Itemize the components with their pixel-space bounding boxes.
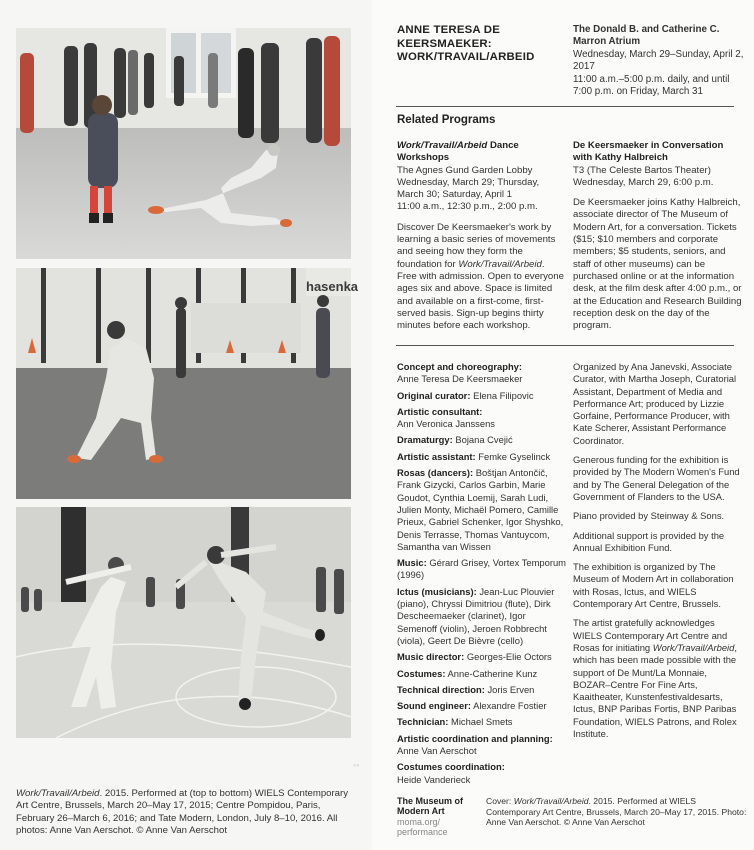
support-paragraph: The exhibition is organized by The Museum of Modern Art in collaboration with Rosas, Ictus, and WIELS Contemporary Art Centre, Brussels. — [573, 561, 734, 610]
credit-label: Dramaturgy: — [397, 434, 453, 446]
workshops-body — [397, 222, 565, 333]
credit-item — [397, 684, 567, 696]
workshops-title — [397, 140, 519, 163]
credit-label: Costumes: — [397, 667, 446, 679]
logo-line-2: Modern Art — [397, 806, 445, 817]
credit-item — [397, 434, 567, 446]
credit-item — [397, 361, 567, 386]
credit-item — [397, 733, 567, 758]
photo-pompidou — [16, 268, 359, 499]
support-list — [573, 361, 745, 610]
workshops-place: The Agnes Gund Garden Lobby — [397, 164, 533, 176]
acknowledgement — [573, 617, 745, 740]
page-mark: ◦◦ — [353, 760, 360, 770]
credit-value: Femke Gyselinck — [478, 450, 551, 462]
credit-value: Anne-Catherine Kunz — [447, 667, 538, 679]
related-programs-heading: Related Programs — [397, 114, 496, 126]
credit-item — [397, 651, 567, 663]
photo-wiels — [16, 28, 351, 259]
cover-italic: Work/Travail/Arbeid — [513, 796, 589, 806]
credit-label: Artistic assistant: — [397, 450, 476, 462]
credit-value: Ann Veronica Janssens — [397, 418, 495, 430]
credit-label: Music director: — [397, 651, 465, 663]
credit-value: Jean-Luc Plouvier (piano), Chryssi Dimitriou (flute), Dirk Descheemaeker (clarinet), Igor Semenoff (violin), Jeroen Robbrecht (viola), Geert De Bièvre (cello) — [397, 585, 555, 646]
workshops-body-b: . Free with admission. Open to everyone ages six and above. Space is limited and available on a first-come, first-served basis. Sign-up begins thirty minutes before each workshop. — [397, 258, 564, 332]
caption-text: . 2015. Performed at (top to bottom) WIELS Contemporary Art Centre, Brussels, March 20–May 17, 2015; Centre Pompidou, Paris, February 26–March 6, 2016; and Tate Modern, London, July 8–10, 2016. All photos: Anne Van Aerschot. © Anne Van Aerschot — [16, 788, 349, 837]
photo-pompidou-drawing — [16, 268, 359, 499]
conversation-date: Wednesday, March 29, 6:00 p.m. — [573, 176, 714, 188]
credit-value: Michael Smets — [451, 716, 513, 728]
credit-label: Sound engineer: — [397, 700, 471, 712]
support-paragraph: Additional support is provided by the Annual Exhibition Fund. — [573, 529, 725, 553]
credit-label: Technician: — [397, 716, 449, 728]
credit-value: Heide Vanderieck — [397, 773, 471, 785]
credit-item — [397, 467, 567, 553]
moma-logo — [397, 796, 477, 838]
credit-item — [397, 451, 567, 463]
credit-label: Costumes coordination: — [397, 761, 505, 773]
credit-value: Anne Teresa De Keersmaeker — [397, 373, 523, 385]
ack-italic: Work/Travail/Arbeid — [652, 641, 735, 653]
credit-value: Joris Erven — [487, 683, 535, 695]
credit-label: Technical direction: — [397, 683, 485, 695]
credit-item — [397, 716, 567, 728]
logo-line-1: The Museum of — [397, 796, 464, 806]
credit-item — [397, 586, 567, 647]
support-notes — [573, 361, 745, 747]
workshops-dates: Wednesday, March 29; Thursday, March 30; Saturday, April 1 — [397, 176, 540, 201]
credit-label: Music: — [397, 557, 427, 569]
cover-caption — [486, 796, 748, 828]
venue-dates: Wednesday, March 29–Sunday, April 2, 2017 — [573, 48, 744, 73]
workshops-body-italic: Work/Travail/Arbeid — [458, 258, 542, 270]
workshops-title-italic: Work/Travail/Arbeid — [397, 140, 488, 151]
credit-label: Rosas (dancers): — [397, 467, 474, 479]
credit-item — [397, 761, 567, 786]
conversation-place: T3 (The Celeste Bartos Theater) — [573, 164, 711, 176]
credit-value: Gérard Grisey, Vortex Temporum (1996) — [397, 557, 566, 581]
credit-item — [397, 406, 567, 431]
cover-b: . 2015. Performed at WIELS Contemporary Art Centre, Brussels, March 20–May 17, 2015. Photo: Anne Van Aerschot. © Anne Van Aerschot — [486, 796, 747, 828]
photo-sign-text: hasenka — [306, 279, 359, 294]
photo-tate — [16, 507, 351, 738]
divider-credits — [396, 345, 734, 346]
credit-value: Anne Van Aerschot — [397, 745, 477, 757]
photo-wiels-drawing — [16, 28, 351, 259]
credit-item — [397, 668, 567, 680]
caption-work-title: Work/Travail/Arbeid — [16, 788, 100, 799]
support-paragraph: Piano provided by Steinway & Sons. — [573, 510, 725, 522]
exhibition-title: ANNE TERESA DE KEERSMAEKER: WORK/TRAVAIL/ARBEID — [397, 24, 535, 64]
workshops-body-a: Discover De Keersmaeker's work by learning a basic series of movements and seeing how they form the foundation for — [397, 221, 556, 270]
photo-tate-drawing — [16, 507, 351, 738]
cover-a: Cover: — [486, 796, 514, 806]
workshops-times: 11:00 a.m., 12:30 p.m., 2:00 p.m. — [397, 201, 538, 213]
credit-value: Bojana Cvejić — [455, 434, 513, 446]
exhibition-venue — [573, 24, 748, 98]
photo-caption — [16, 788, 356, 838]
credit-label: Artistic coordination and planning: — [397, 732, 553, 744]
left-panel — [0, 0, 372, 850]
credit-label: Original curator: — [397, 389, 471, 401]
conversation-block — [573, 140, 743, 340]
credit-label: Concept and choreography: — [397, 361, 523, 372]
credit-label: Artistic consultant: — [397, 405, 483, 417]
divider-top — [396, 106, 734, 107]
credit-value: Boštjan Antončič, Frank Gizycki, Carlos Garbin, Marie Goudot, Cynthia Loemij, Sarah Ludi, Julien Monty, Michaël Pomero, Camille Prieux, Gabriel Schenker, Igor Shyshko, Denis Terrasse, Thomas Vantuycom, Samantha van Wissen — [397, 467, 564, 552]
support-paragraph: Generous funding for the exhibition is provided by The Modern Women's Fund and by The General Delegation of the Government of Flanders to the USA. — [573, 454, 740, 502]
credit-value: Elena Filipovic — [473, 389, 534, 401]
credit-item — [397, 390, 567, 402]
workshops-block — [397, 140, 565, 340]
conversation-body: De Keersmaeker joins Kathy Halbreich, associate director of The Museum of Modern Art, for a conversation. Tickets ($15; $10 members and corporate members; $5 students, seniors, and staff of other museums) can be purchased online or at the information desk, at the film desk after 4:00 p.m., or at the Education and Research Building reception desk on the day of the program. — [573, 197, 742, 332]
conversation-title: De Keersmaeker in Conversation with Kathy Halbreich — [573, 140, 724, 164]
credit-item — [397, 557, 567, 582]
credit-item — [397, 700, 567, 712]
logo-url-2[interactable]: performance — [397, 827, 448, 838]
workshops-title-rest: Dance Workshops — [397, 140, 519, 164]
credits-list — [397, 361, 567, 790]
venue-name: The Donald B. and Catherine C. Marron Atrium — [573, 24, 720, 48]
logo-url-1[interactable]: moma.org/ — [397, 816, 441, 827]
venue-hours: 11:00 a.m.–5:00 p.m. daily, and until 7:00 p.m. on Friday, March 31 — [573, 73, 730, 98]
ack-b: , which has been made possible with the support of De Munt/La Monnaie, BOZAR–Centre For Fine Arts, Kaaitheater, Kunstenfestivaldesarts, Ictus, BNP Paribas Fortis, BNP Paribas Foundation, WIELS Patrons, and Rolex Institute. — [573, 641, 737, 740]
credit-value: Alexandre Fostier — [473, 700, 547, 712]
ack-a: The artist gratefully acknowledges WIELS Contemporary Art Centre and Rosas for initiating — [573, 617, 728, 653]
support-paragraph: Organized by Ana Janevski, Associate Curator, with Martha Joseph, Curatorial Assistant, Department of Media and Performance Art; produced by Lizzie Gorfaine, Performance Producer, with Kate Scherer, Assistant Performance Coordinator. — [573, 361, 737, 446]
credit-label: Ictus (musicians): — [397, 585, 477, 597]
credit-value: Georges-Elie Octors — [466, 651, 552, 663]
